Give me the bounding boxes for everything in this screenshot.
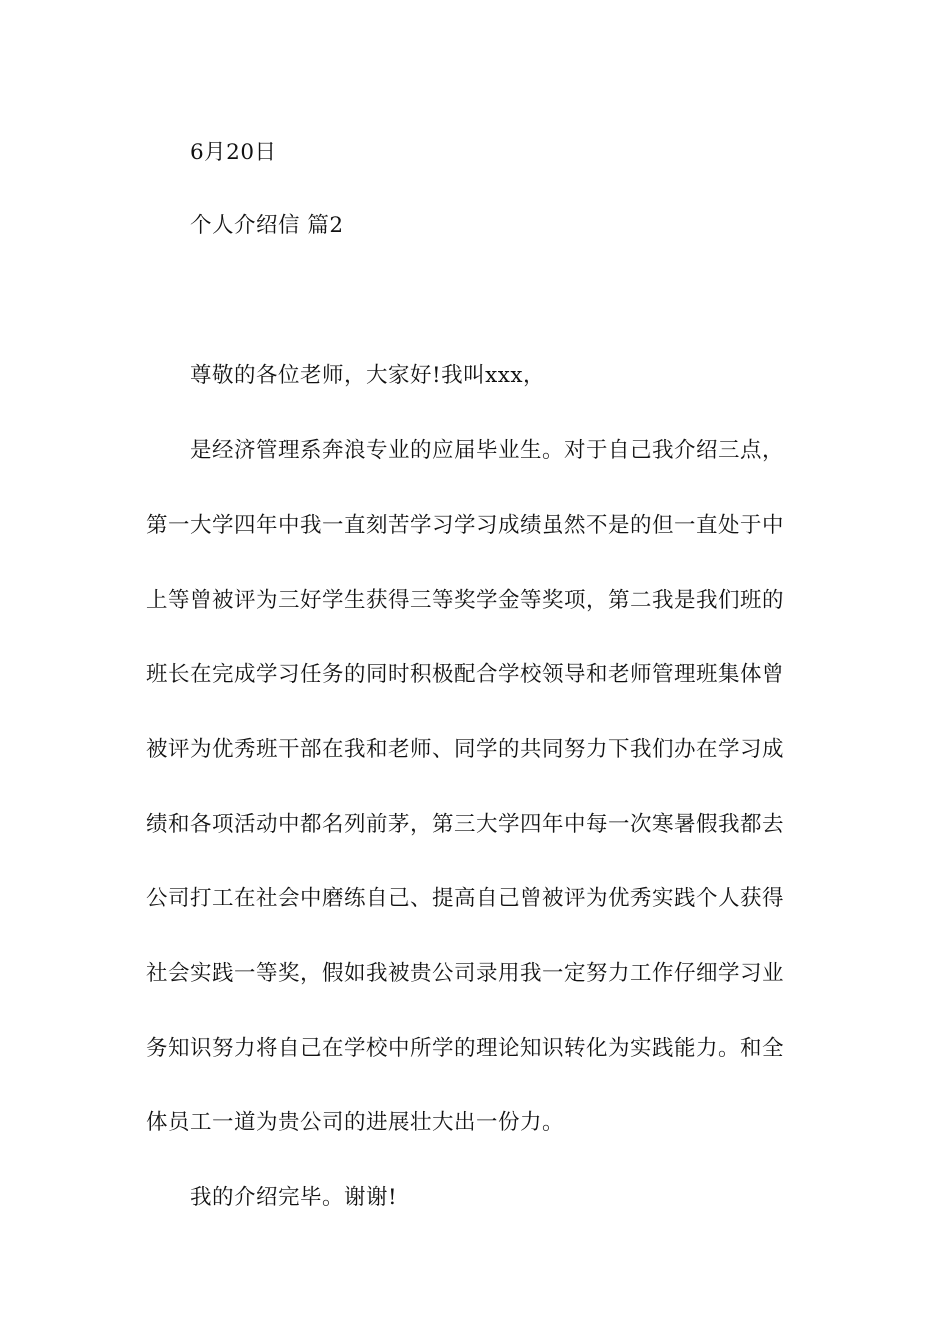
closing-line: 我的介绍完毕。谢谢! — [190, 1185, 398, 1210]
section-heading: 个人介绍信 篇2 — [190, 213, 344, 238]
body-line: 社会实践一等奖，假如我被贵公司录用我一定努力工作仔细学习业 — [146, 961, 785, 986]
body-line: 是经济管理系奔浪专业的应届毕业生。对于自己我介绍三点， — [190, 438, 785, 463]
body-line: 体员工一道为贵公司的进展壮大出一份力。 — [146, 1110, 565, 1135]
body-line: 班长在完成学习任务的同时积极配合学校领导和老师管理班集体曾 — [146, 662, 785, 687]
body-line: 被评为优秀班干部在我和老师、同学的共同努力下我们办在学习成 — [146, 737, 785, 762]
body-line: 绩和各项活动中都名列前茅，第三大学四年中每一次寒暑假我都去 — [146, 812, 785, 837]
body-line: 务知识努力将自己在学校中所学的理论知识转化为实践能力。和全 — [146, 1036, 785, 1061]
greeting-line: 尊敬的各位老师，大家好!我叫xxx， — [190, 363, 546, 388]
body-line: 上等曾被评为三好学生获得三等奖学金等奖项，第二我是我们班的 — [146, 588, 785, 613]
body-line: 公司打工在社会中磨练自己、提高自己曾被评为优秀实践个人获得 — [146, 886, 785, 911]
body-line: 第一大学四年中我一直刻苦学习学习成绩虽然不是的但一直处于中 — [146, 513, 785, 538]
date-line: 6月20日 — [190, 140, 277, 165]
